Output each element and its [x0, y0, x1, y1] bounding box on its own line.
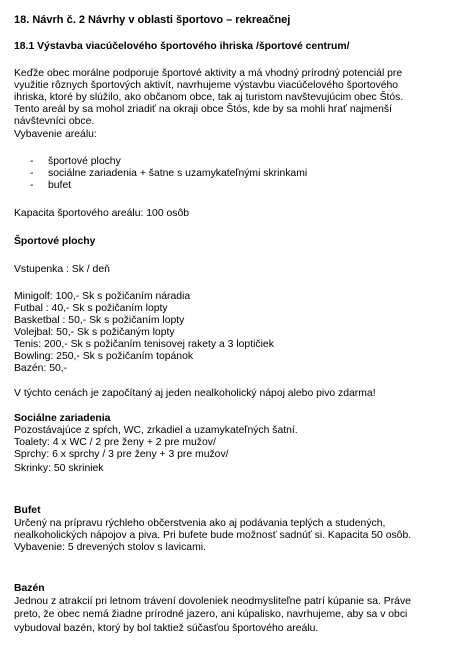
section-title-sport: Športové plochy — [14, 236, 96, 247]
bullet-dash: - — [30, 156, 34, 167]
social-line: Pozostávajúce z spŕch, WC, zrkadiel a uzamykateľných šatní. — [14, 425, 298, 436]
entry-price: Vstupenka : Sk / deň — [14, 264, 110, 275]
main-heading: 18. Návrh č. 2 Návrhy v oblasti športovo – rekreačnej — [14, 14, 291, 26]
price-line: Basketbal : 50,- Sk s požičaním lopty — [14, 315, 185, 326]
intro-line: využitie rôznych športových aktivít, navrhujeme výstavbu viacúčelového športového — [14, 80, 399, 91]
price-line: Minigolf: 100,- Sk s požičaním náradia — [14, 291, 191, 302]
list-item-text: športové plochy — [48, 156, 121, 167]
capacity-text: Kapacita športového areálu: 100 osôb — [14, 208, 190, 219]
equipment-title: Vybavenie areálu: — [14, 129, 97, 140]
list-item-text: sociálne zariadenia + šatne s uzamykateľnými skrinkami — [48, 168, 308, 179]
intro-line: ihriska, ktoré by slúžilo, ako občanom obce, tak aj turistom navštevujúcim obec Štós. — [14, 92, 404, 103]
pool-line: Jednou z atrakcií pri letnom trávení dovoleniek neodmysliteľne patrí kúpanie sa. Práve — [14, 596, 411, 607]
bullet-dash: - — [30, 168, 34, 179]
price-line: Futbal : 40,- Sk s požičaním lopty — [14, 303, 168, 314]
bullet-dash: - — [30, 180, 34, 191]
social-line: Sprchy: 6 x sprchy / 3 pre ženy + 3 pre mužov/ — [14, 449, 229, 460]
price-line: Bowling: 250,- Sk s požičaním topánok — [14, 351, 194, 362]
intro-line: Keďže obec morálne podporuje športové aktivity a má vhodný prírodný potenciál pre — [14, 68, 403, 79]
price-line: Volejbal: 50,- Sk s požičaným lopty — [14, 327, 175, 338]
section-title-pool: Bazén — [14, 583, 45, 594]
price-line: Bazén: 50,- — [14, 363, 68, 374]
bufet-line: nealkoholických nápojov a piva. Pri bufete bude možnosť sadnúť si. Kapacita 50 osôb. — [14, 530, 412, 541]
price-line: Tenis: 200,- Sk s požičaním tenisovej rakety a 3 loptičiek — [14, 339, 274, 350]
bufet-line: Určený na prípravu rýchleho občerstvenia ako aj podávania teplých a studených, — [14, 518, 386, 529]
intro-line: návštevníci obce. — [14, 116, 95, 127]
social-line: Skrinky: 50 skriniek — [14, 463, 104, 474]
social-line: Toalety: 4 x WC / 2 pre ženy + 2 pre mužov/ — [14, 437, 216, 448]
drink-note: V týchto cenách je započítaný aj jeden nealkoholický nápoj alebo pivo zdarma! — [14, 388, 376, 399]
pool-line: vybudoval bazén, ktorý by bol taktiež súčasťou športového areálu. — [14, 623, 319, 634]
bufet-line: Vybavenie: 5 drevených stolov s lavicami. — [14, 542, 206, 553]
intro-line: Tento areál by sa mohol zriadiť na okraji obce Štós, kde by sa mohli hrať najmenší — [14, 104, 393, 115]
list-item-text: bufet — [48, 180, 72, 191]
pool-line: preto, že obec nemá žiadne prírodné jazero, ani kúpalisko, navrhujeme, aby sa v obci — [14, 609, 408, 620]
section-title-social: Sociálne zariadenia — [14, 413, 111, 424]
sub-heading: 18.1 Výstavba viacúčelového športového ihriska /športové centrum/ — [14, 41, 350, 52]
section-title-bufet: Bufet — [14, 505, 41, 516]
